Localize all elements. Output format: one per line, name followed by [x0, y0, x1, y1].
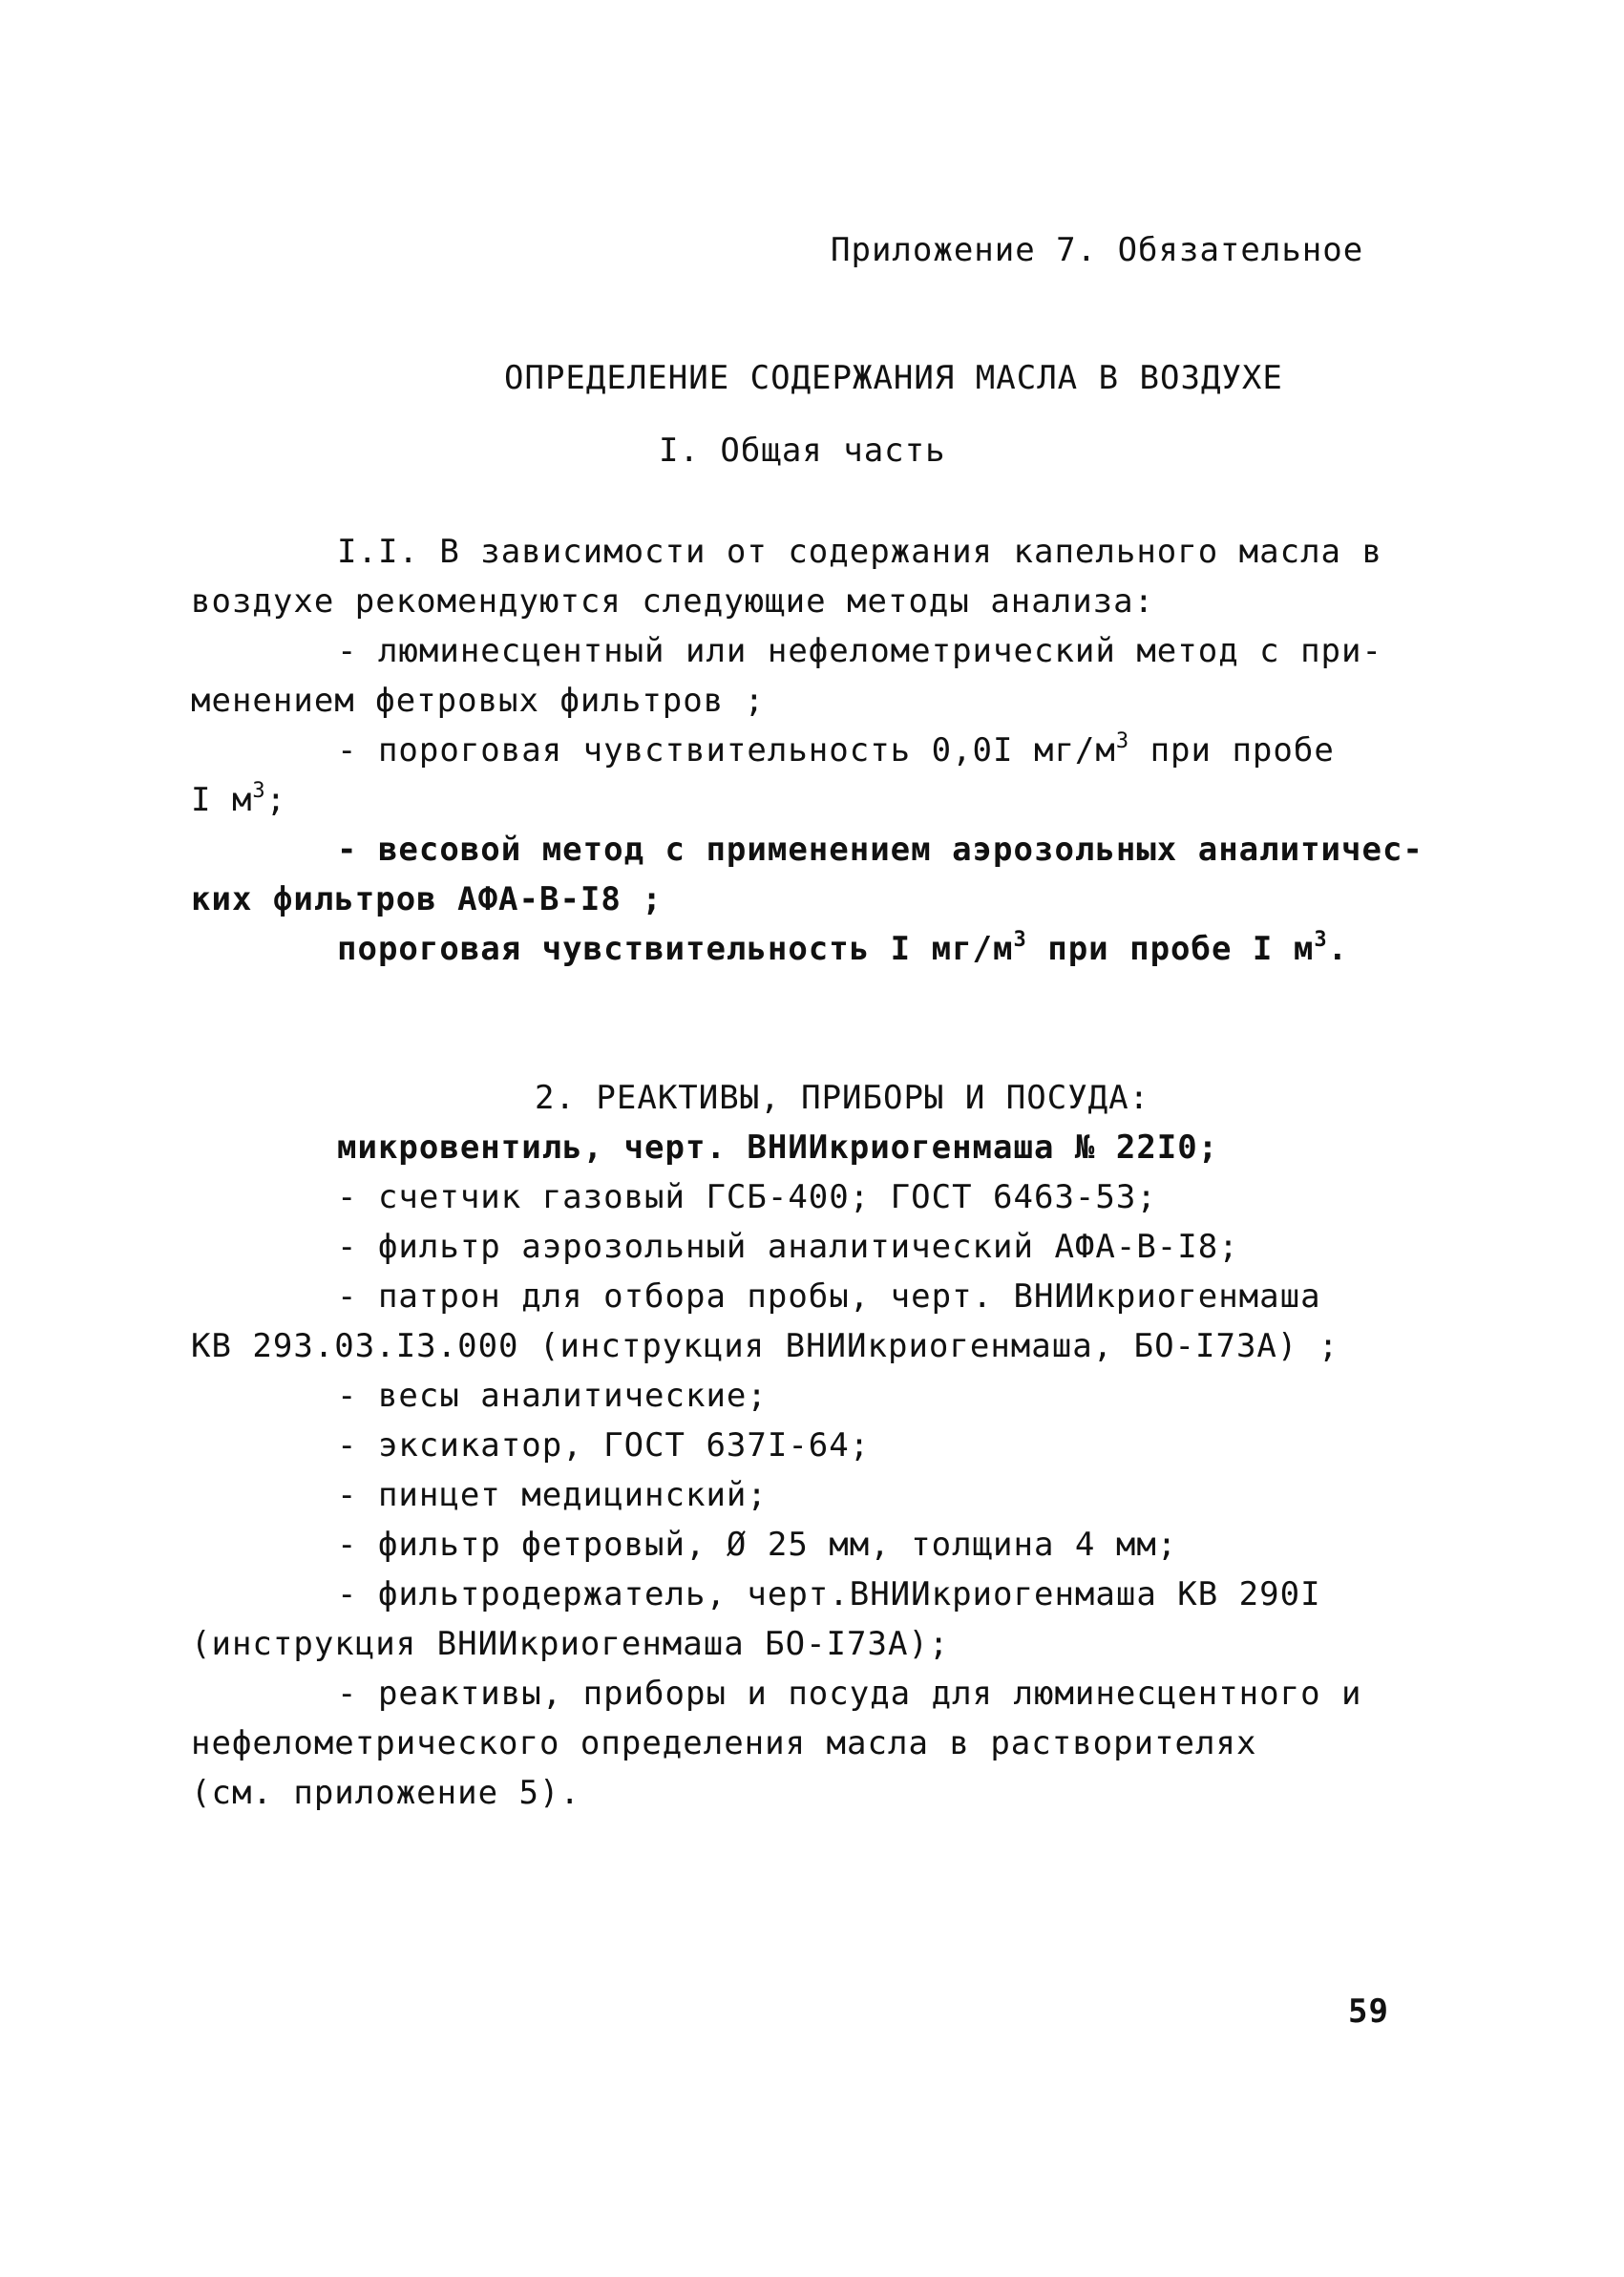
- threshold1-line: [337, 729, 1335, 771]
- section2-line-4: - патрон для отбора пробы, черт. ВНИИкриогенмаша: [337, 1277, 1321, 1316]
- section1-line-2: воздухе рекомендуются следующие методы анализа:: [191, 582, 1155, 621]
- threshold1-cont-end: ;: [265, 781, 287, 819]
- section1-line-3: - люминесцентный или нефелометрический метод с при-: [337, 632, 1382, 670]
- section2-line-11: (инструкция ВНИИкриогенмаша БО-I73А);: [191, 1625, 950, 1663]
- threshold2-end: .: [1327, 930, 1349, 968]
- section2-line-2: - счетчик газовый ГСБ-400; ГОСТ 6463-53;: [337, 1178, 1157, 1216]
- threshold2-prefix: пороговая чувствительность I мг/м: [337, 930, 1014, 968]
- appendix-label: Приложение 7. Обязательное: [831, 231, 1364, 269]
- section1-line-4: менением фетровых фильтров ;: [191, 682, 766, 720]
- superscript: 3: [1115, 728, 1130, 753]
- section1-line-1: I.I. В зависимости от содержания капельного масла в: [337, 533, 1382, 571]
- superscript: 3: [1013, 927, 1027, 952]
- section1-heading: I. Общая часть: [659, 432, 946, 470]
- section2-line-14: (см. приложение 5).: [191, 1774, 580, 1812]
- superscript: 3: [252, 778, 266, 803]
- section2-line-6: - весы аналитические;: [337, 1377, 768, 1415]
- threshold2-line: [337, 928, 1348, 970]
- superscript: 3: [1314, 927, 1328, 952]
- section2-heading: 2. РЕАКТИВЫ, ПРИБОРЫ И ПОСУДА:: [535, 1079, 1150, 1117]
- threshold1-prefix: - пороговая чувствительность 0,0I мг/м: [337, 731, 1116, 770]
- section2-line-1: микровентиль, черт. ВНИИкриогенмаша № 22I0;: [337, 1128, 1219, 1167]
- section2-line-9: - фильтр фетровый, Ø 25 мм, толщина 4 мм;: [337, 1526, 1178, 1564]
- threshold1-suffix: при пробе: [1129, 731, 1335, 770]
- page-number: 59: [1348, 1992, 1389, 2031]
- section2-line-3: - фильтр аэрозольный аналитический АФА-В-I8;: [337, 1228, 1239, 1266]
- threshold2-mid: при пробе I м: [1026, 930, 1315, 968]
- weight-method-line-2: ких фильтров АФА-В-I8 ;: [191, 880, 663, 918]
- section2-line-10: - фильтродержатель, черт.ВНИИкриогенмаша КВ 290I: [337, 1575, 1321, 1613]
- section2-line-13: нефелометрического определения масла в растворителях: [191, 1724, 1257, 1762]
- section2-line-7: - эксикатор, ГОСТ 637I-64;: [337, 1426, 871, 1465]
- weight-method-line-1: - весовой метод с применением аэрозольных аналитичес-: [337, 831, 1424, 869]
- section2-line-8: - пинцет медицинский;: [337, 1476, 768, 1514]
- section2-line-12: - реактивы, приборы и посуда для люминесцентного и: [337, 1675, 1362, 1713]
- document-title: ОПРЕДЕЛЕНИЕ СОДЕРЖАНИЯ МАСЛА В ВОЗДУХЕ: [504, 359, 1283, 397]
- threshold1-cont: I м: [191, 781, 253, 819]
- section2-line-5: КВ 293.03.I3.000 (инструкция ВНИИкриогенмаша, БО-I73А) ;: [191, 1327, 1339, 1365]
- threshold1-cont-line: [191, 779, 286, 821]
